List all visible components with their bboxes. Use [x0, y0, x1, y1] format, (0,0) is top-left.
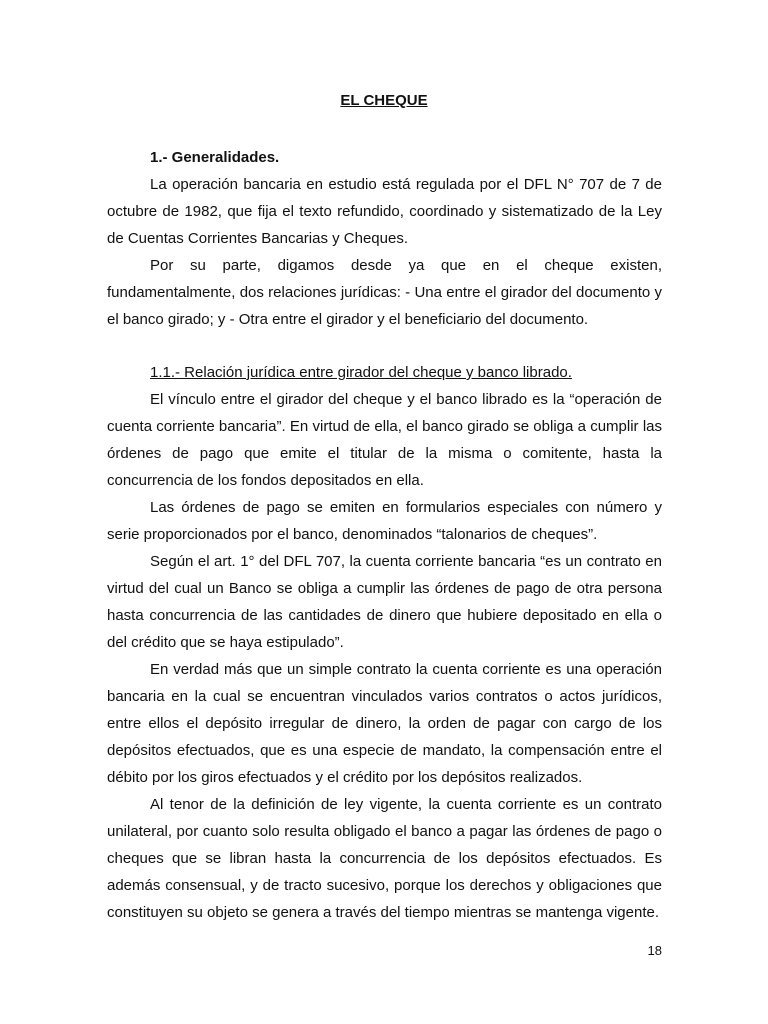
document-title: EL CHEQUE	[340, 92, 428, 109]
paragraph-4: Las órdenes de pago se emiten en formularios especiales con número y serie proporcionados por el banco, denominados “talonarios de cheques”.	[107, 499, 662, 543]
paragraph-1: La operación bancaria en estudio está regulada por el DFL N° 707 de 7 de octubre de 1982, que fija el texto refundido, coordinado y sistematizado de la Ley de Cuentas Corrientes Bancarias y Cheques.	[107, 176, 662, 247]
paragraph-5: Según el art. 1° del DFL 707, la cuenta corriente bancaria “es un contrato en virtud del cual un Banco se obliga a cumplir las órdenes de pago de otra persona hasta concurrencia de las cantidades de dinero que hubiere depositado en ella o del crédito que se haya estipulado”.	[107, 553, 662, 651]
spacer	[107, 333, 662, 359]
page-number: 18	[647, 943, 662, 958]
paragraph-2: Por su parte, digamos desde ya que en el cheque existen, fundamentalmente, dos relaciones jurídicas: - Una entre el girador del documento y el banco girado; y - Otra entre el girador y el beneficiario del documento.	[107, 257, 662, 328]
section-1-heading: 1.- Generalidades.	[150, 149, 280, 166]
paragraph-7: Al tenor de la definición de ley vigente, la cuenta corriente es un contrato unilateral, por cuanto solo resulta obligado el banco a pagar las órdenes de pago o cheques que se libran hasta la concurrencia de los depósitos efectuados. Es además consensual, y de tracto sucesivo, porque los derechos y obligaciones que constituyen su objeto se genera a través del tiempo mientras se mantenga vigente.	[107, 796, 662, 921]
document-body	[107, 144, 662, 926]
paragraph-6: En verdad más que un simple contrato la cuenta corriente es una operación bancaria en la cual se encuentran vinculados varios contratos o actos jurídicos, entre ellos el depósito irregular de dinero, la orden de pagar con cargo de los depósitos efectuados, que es una especie de mandato, la compensación entre el débito por los giros efectuados y el crédito por los depósitos realizados.	[107, 661, 662, 786]
section-1-1-heading: 1.1.- Relación jurídica entre girador del cheque y banco librado.	[150, 364, 572, 381]
paragraph-3: El vínculo entre el girador del cheque y el banco librado es la “operación de cuenta corriente bancaria”. En virtud de ella, el banco girado se obliga a cumplir las órdenes de pago que emite el titular de la misma o comitente, hasta la concurrencia de los fondos depositados en ella.	[107, 391, 662, 489]
